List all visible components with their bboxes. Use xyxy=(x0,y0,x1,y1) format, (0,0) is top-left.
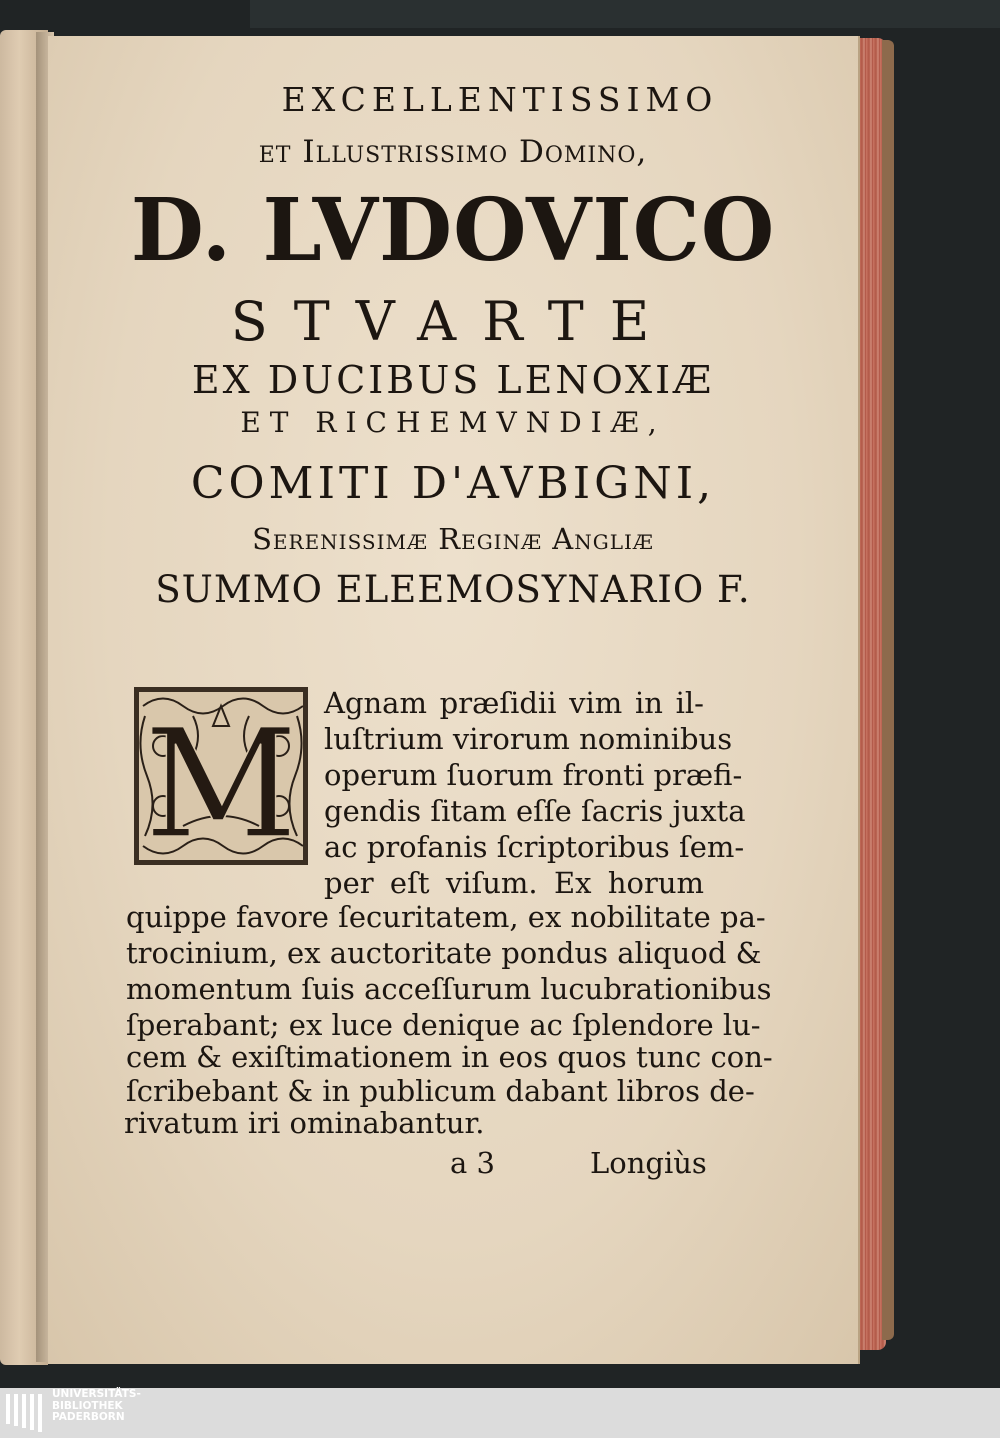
body-line: Agnam præſidii vim in il- xyxy=(324,686,704,720)
logo-line: BIBLIOTHEK xyxy=(52,1399,123,1412)
body-line: operum ſuorum fronti præfi- xyxy=(324,758,743,792)
logo-line: PADERBORN xyxy=(52,1411,125,1423)
body-line: ac profanis ſcriptoribus ſem- xyxy=(324,830,745,864)
svg-text:M: M xyxy=(144,698,298,866)
body-line: ſperabant; ex luce denique ac ſplendore lu- xyxy=(126,1008,761,1042)
body-line: gendis ſitam eſſe ſacris juxta xyxy=(324,794,746,828)
body-line: cem & exiſtimationem in eos quos tunc con- xyxy=(126,1040,773,1074)
signature-mark: a 3 xyxy=(450,1146,495,1180)
library-logo-text xyxy=(52,1389,141,1424)
logo-line: UNIVERSITÄTS- xyxy=(52,1388,141,1400)
body-line: trocinium, ex auctoritate pondus aliquod & xyxy=(126,936,762,970)
body-line: luſtrium virorum nominibus xyxy=(324,722,733,756)
dedication-title-line-2: et Illustrissimo Domino, xyxy=(258,134,648,170)
dedication-title-line-3: D. LVDOVICO xyxy=(130,180,776,281)
catchword: Longiùs xyxy=(590,1146,707,1180)
body-line: momentum ſuis acceſſurum lucubrationibus xyxy=(126,972,772,1006)
body-line: ſcribebant & in publicum dabant libros de- xyxy=(126,1074,755,1108)
dedication-title-line-4: STVARTE xyxy=(230,290,676,353)
dedication-title-line-5: EX DUCIBUS LENOXIÆ xyxy=(191,358,715,402)
dedication-title-line-7: COMITI D'AVBIGNI, xyxy=(190,458,716,509)
dedication-title-line-6: ET RICHEMVNDIÆ, xyxy=(240,406,666,439)
scan-background xyxy=(250,0,1000,28)
library-logo-icon xyxy=(6,1394,46,1432)
dedication-title-line-9: SUMMO ELEEMOSYNARIO F. xyxy=(155,568,751,611)
dedication-title-line-1: EXCELLENTISSIMO xyxy=(281,80,719,119)
footer-bar xyxy=(0,1388,1000,1438)
dedication-title-line-8: Serenissimæ Reginæ Angliæ xyxy=(252,522,654,556)
body-line: rivatum iri ominabantur. xyxy=(124,1106,485,1140)
body-line: quippe favore ſecuritatem, ex nobilitate pa- xyxy=(126,900,766,934)
decorated-initial-m-icon xyxy=(133,686,309,866)
body-line: per eſt viſum. Ex horum xyxy=(324,866,704,900)
binding-edge xyxy=(882,40,894,1340)
